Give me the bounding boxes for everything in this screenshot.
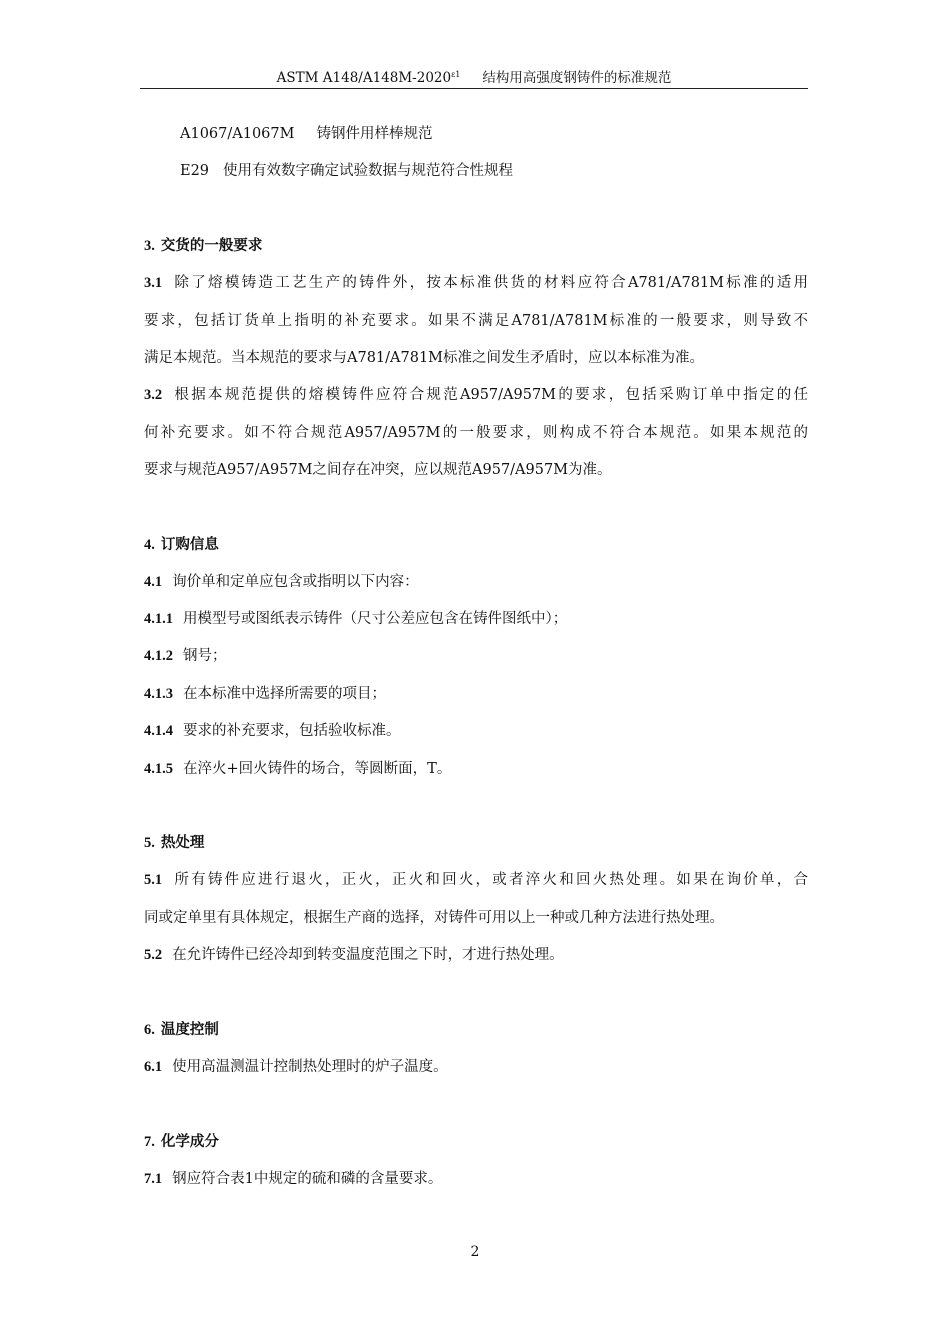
header-standard-code: ASTM A148/A148M-2020	[276, 70, 452, 86]
section-title: 交货的一般要求	[160, 238, 263, 254]
list-item	[144, 759, 808, 779]
section-number: 4.	[144, 537, 155, 553]
paragraph-text: 根据本规范提供的熔模铸件应符合规范A957/A957M的要求，包括采购订单中指定的任	[172, 387, 808, 403]
clause-number: 4.1.3	[144, 686, 173, 702]
reference-code: A1067/A1067M	[180, 126, 295, 142]
clause-number: 6.1	[144, 1059, 163, 1075]
reference-text: 铸钢件用样棒规范	[316, 126, 433, 142]
paragraph-4-1	[144, 572, 808, 592]
clause-number: 5.2	[144, 947, 163, 963]
paragraph-text: 在允许铸件已经冷却到转变温度范围之下时，才进行热处理。	[172, 947, 564, 963]
paragraph-7-1	[144, 1169, 808, 1189]
reference-text: 使用有效数字确定试验数据与规范符合性规程	[223, 163, 514, 179]
paragraph-text: 询价单和定单应包含或指明以下内容：	[172, 574, 419, 590]
clause-number: 3.1	[144, 275, 163, 291]
paragraph-5-1-line	[144, 870, 808, 890]
section-heading-7	[144, 1132, 808, 1152]
page-number: 2	[470, 1244, 480, 1260]
list-item	[144, 721, 808, 741]
section-title: 订购信息	[160, 537, 219, 553]
clause-number: 4.1.1	[144, 611, 173, 627]
section-title: 热处理	[160, 835, 205, 851]
section-title: 温度控制	[160, 1022, 219, 1038]
list-item-text: 要求的补充要求，包括验收标准。	[183, 723, 401, 739]
section-number: 5.	[144, 835, 155, 851]
list-item	[144, 609, 808, 629]
paragraph-5-1-line: 同或定单里有具体规定，根据生产商的选择，对铸件可用以上一种或几种方法进行热处理。	[144, 910, 724, 926]
list-item-text: 钢号；	[183, 648, 227, 664]
reference-item	[180, 161, 844, 181]
clause-number: 4.1.4	[144, 723, 173, 739]
section-heading-4	[144, 535, 808, 555]
paragraph-5-2	[144, 945, 808, 965]
clause-number: 4.1	[144, 574, 163, 590]
reference-code: E29	[180, 163, 210, 179]
clause-number: 4.1.5	[144, 761, 173, 777]
header-title: 结构用高强度钢铸件的标准规范	[482, 70, 672, 86]
section-heading-3	[144, 236, 808, 256]
page-header	[140, 62, 808, 89]
paragraph-3-2-line: 要求与规范A957/A957M之间存在冲突，应以规范A957/A957M为准。	[144, 462, 612, 478]
paragraph-3-1-line: 满足本规范。当本规范的要求与A781/A781M标准之间发生矛盾时，应以本标准为准。	[144, 350, 705, 366]
paragraph-text: 钢应符合表1中规定的硫和磷的含量要求。	[172, 1171, 443, 1187]
section-title: 化学成分	[160, 1134, 219, 1150]
clause-number: 4.1.2	[144, 648, 173, 664]
list-item-text: 在本标准中选择所需要的项目；	[183, 686, 386, 702]
paragraph-text: 所有铸件应进行退火，正火，正火和回火，或者淬火和回火热处理。如果在询价单，合	[172, 872, 808, 888]
clause-number: 5.1	[144, 872, 163, 888]
paragraph-text: 使用高温测温计控制热处理时的炉子温度。	[172, 1059, 448, 1075]
paragraph-3-2-line: 何补充要求。如不符合规范A957/A957M的一般要求，则构成不符合本规范。如果本规范的	[144, 425, 808, 441]
paragraph-3-1-line	[144, 273, 808, 293]
list-item	[144, 684, 808, 704]
section-number: 7.	[144, 1134, 155, 1150]
clause-number: 3.2	[144, 387, 163, 403]
paragraph-text: 除了熔模铸造工艺生产的铸件外，按本标准供货的材料应符合A781/A781M标准的适用	[172, 275, 808, 291]
section-heading-5	[144, 833, 808, 853]
paragraph-3-2-line	[144, 385, 808, 405]
paragraph-3-1-line: 要求，包括订货单上指明的补充要求。如果不满足A781/A781M标准的一般要求，则导致不	[144, 313, 808, 329]
list-item	[144, 646, 808, 666]
section-heading-6	[144, 1020, 808, 1040]
paragraph-6-1	[144, 1057, 808, 1077]
section-number: 6.	[144, 1022, 155, 1038]
clause-number: 7.1	[144, 1171, 163, 1187]
list-item-text: 用模型号或图纸表示铸件（尺寸公差应包含在铸件图纸中）；	[183, 611, 568, 627]
list-item-text: 在淬火+回火铸件的场合，等圆断面，T。	[183, 761, 452, 777]
reference-item	[180, 124, 844, 144]
section-number: 3.	[144, 238, 155, 254]
header-epsilon: ε1	[451, 70, 461, 79]
